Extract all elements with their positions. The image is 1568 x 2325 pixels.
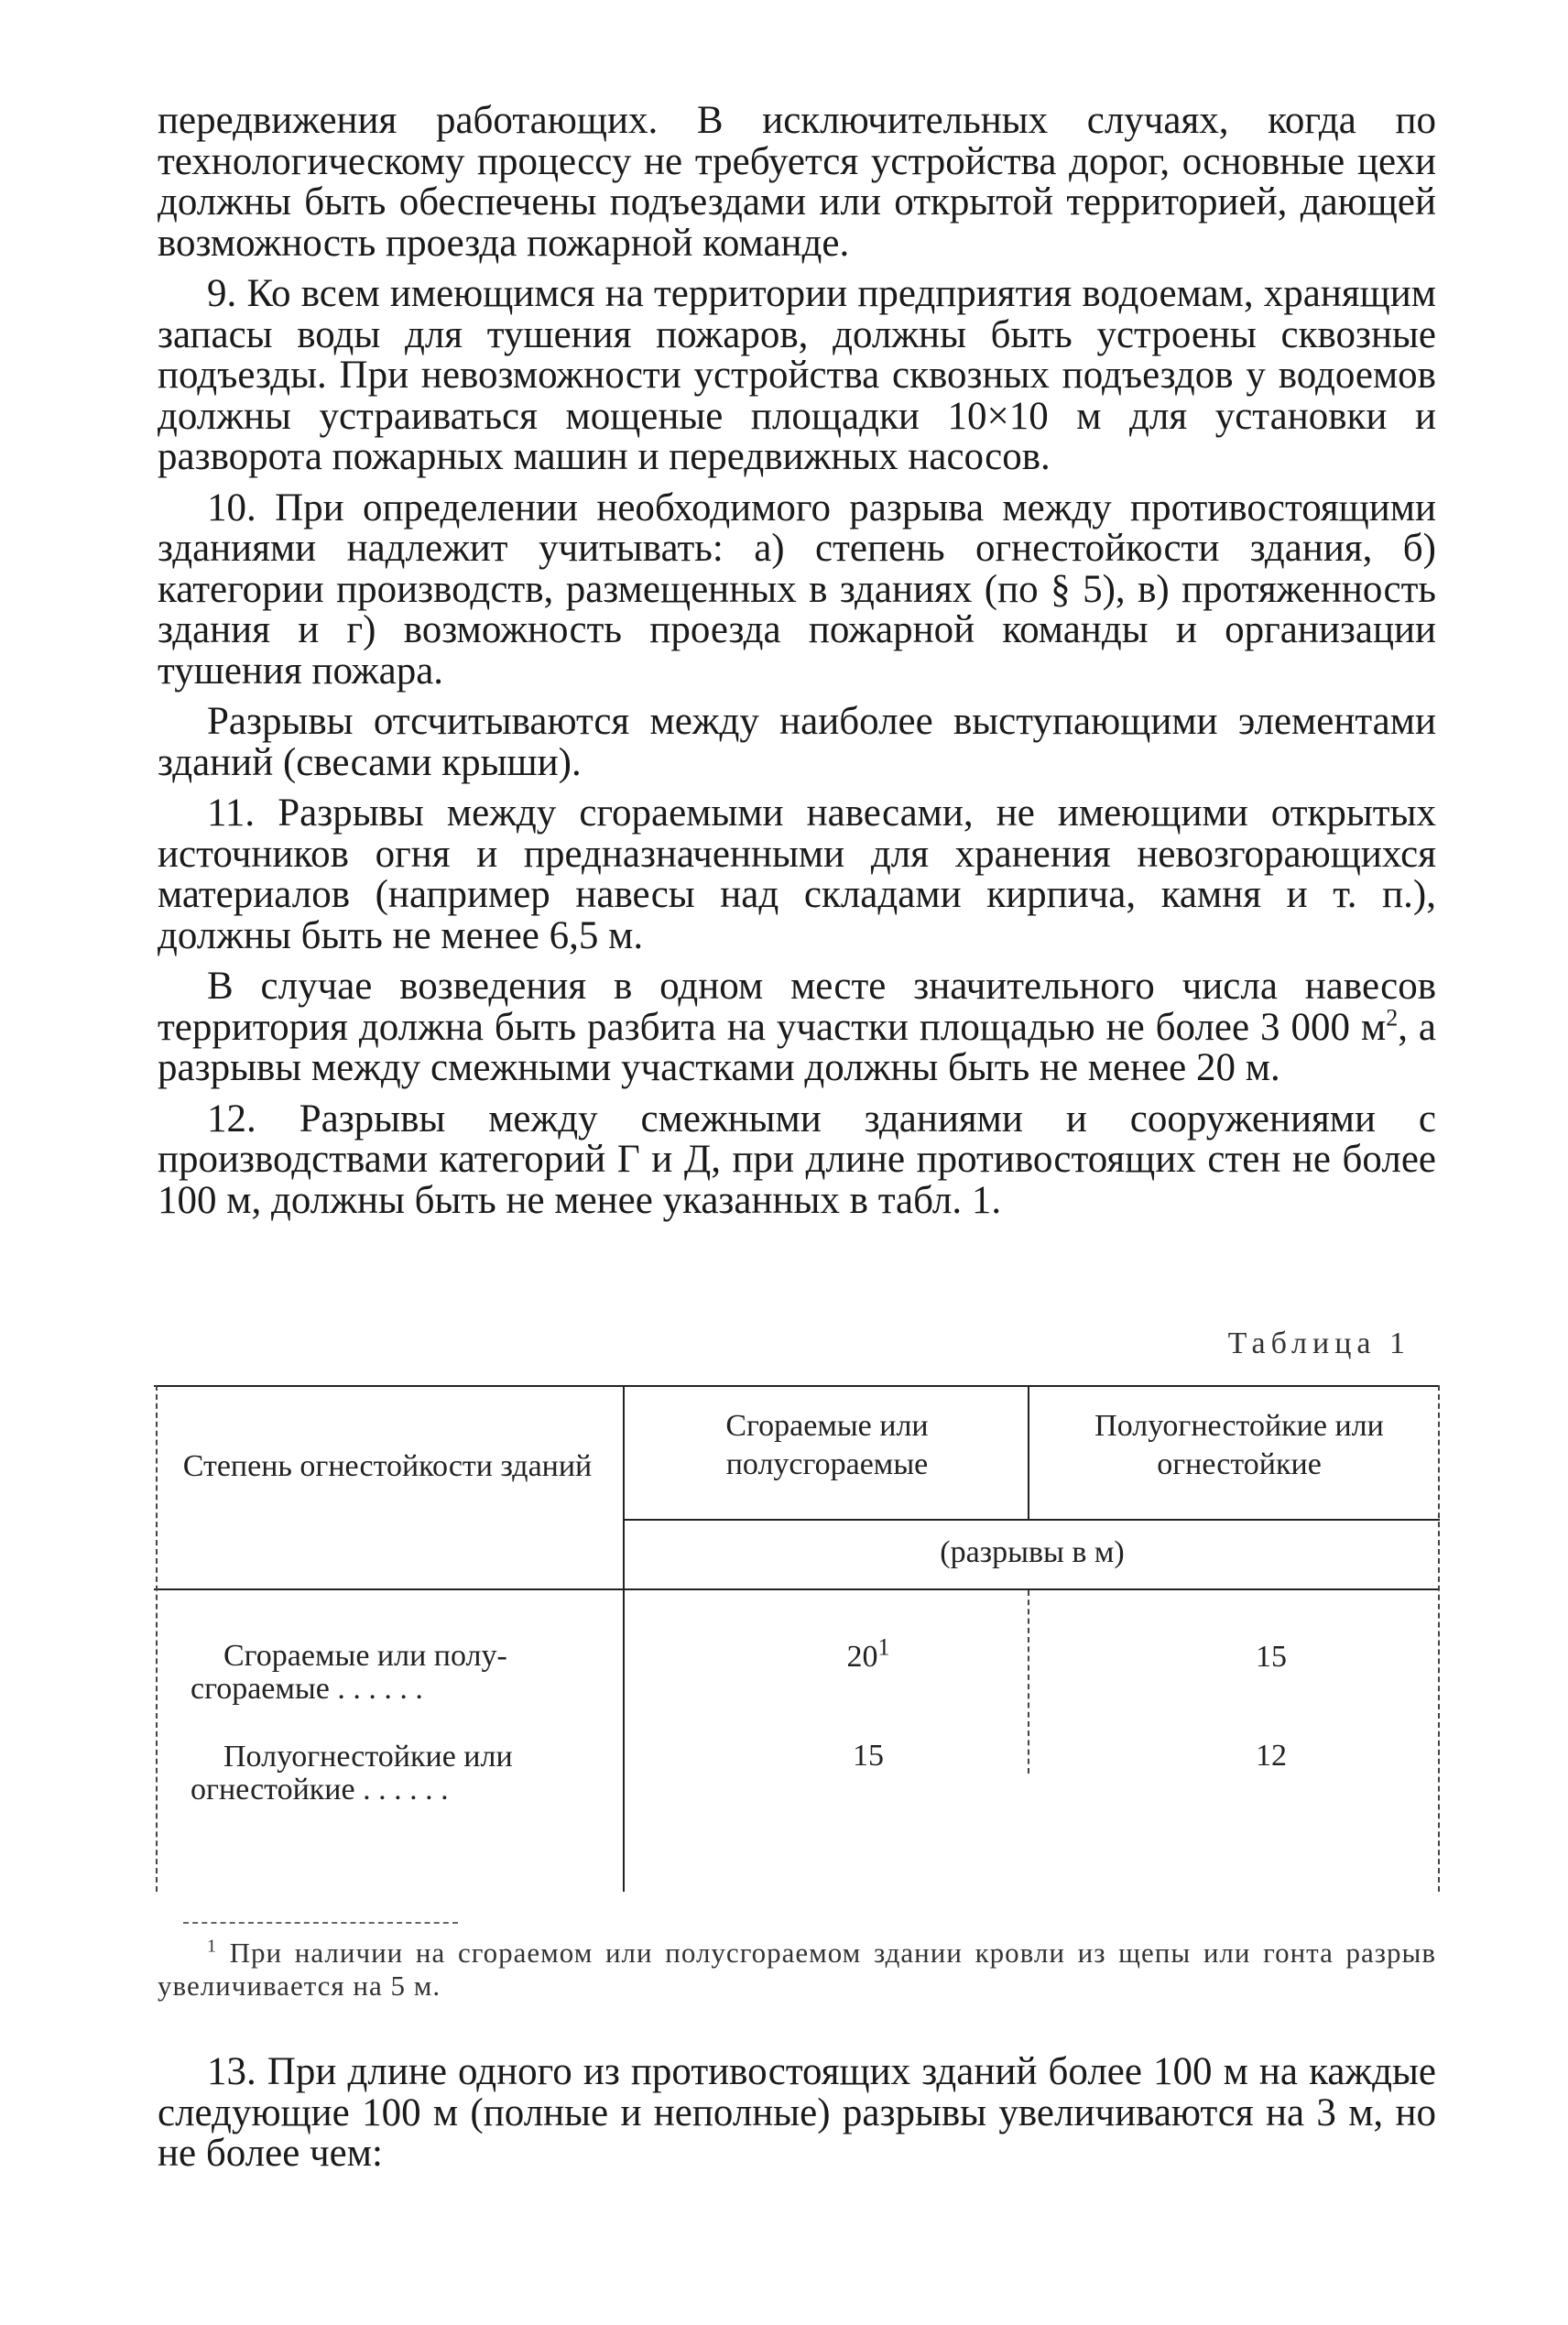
body-text-bottom <box>158 2052 1436 2175</box>
table-left-edge <box>156 1385 158 1892</box>
row-1-label-line-1: Сгораемые или полу- <box>223 1639 507 1673</box>
paragraph-continuation: передвижения работающих. В исключительных случаях, когда по технологическому процессу не требуется устройства дорог, основные цехи должны быть обеспечены подъездами или открытой территорией, дающей возможность проезда пожарной команде. <box>158 99 1436 265</box>
paragraph-13: 13. При длине одного из противостоящих зданий более 100 м на каждые следующие 100 м (полные и неполные) разрывы увеличиваются на 3 м, но не более чем: <box>158 2050 1436 2175</box>
row-1-value-1-number: 20 <box>846 1640 878 1674</box>
row-1-label <box>191 1640 603 1706</box>
header-col-combustible: Сгораемые или полусгораемые <box>725 1409 929 1481</box>
paragraph-10-note: Разрывы отсчитываются между наиболее выступающими элементами зданий (свесами крыши). <box>158 700 1436 784</box>
footnote-ref-marker: 1 <box>877 1633 890 1661</box>
header-row-label: Степень огнестойкости зданий <box>182 1449 593 1483</box>
row-2-value-2: 12 <box>1256 1739 1287 1773</box>
row-1-value-1 <box>813 1633 923 1676</box>
table-caption: Таблица 1 <box>1227 1326 1410 1360</box>
square-superscript: 2 <box>1386 1004 1399 1032</box>
footnote-divider <box>183 1922 458 1924</box>
footnote-text: При наличии на сгораемом или полусгораемом здании кровли из щепы или гонта разрыв увеличивается на 5 м. <box>158 1937 1436 2002</box>
header-col-fire-resistant: Полуогнестойкие или огнестойкие <box>1094 1409 1384 1481</box>
table-body-divider-2 <box>1028 1590 1029 1774</box>
table-1 <box>154 1385 1440 1892</box>
row-2-label-line-2: огнестойкие . . . . . . <box>191 1773 449 1807</box>
row-1-value-2: 15 <box>1256 1640 1287 1674</box>
row-2-value-1: 15 <box>853 1739 884 1773</box>
paragraph-11b-part-b: , а разрывы между смежными участками должны быть не менее 20 м. <box>158 1005 1436 1089</box>
footnote <box>158 1937 1436 2003</box>
paragraph-10: 10. При определении необходимого разрыва между противостоящими зданиями надлежит учитывать: а) степень огнестойкости здания, б) категории производств, размещенных в зданиях (по § 5), в) протяженность здания и г) возможность проезда пожарной команды и организации тушения пожара. <box>158 486 1436 693</box>
row-1-label-line-2: сгораемые . . . . . . <box>191 1672 423 1706</box>
body-text-top <box>158 101 1436 1221</box>
paragraph-11-continuation <box>158 966 1436 1089</box>
table-col-divider-2 <box>1028 1385 1029 1519</box>
paragraph-11: 11. Разрывы между сгораемыми навесами, не имеющими открытых источников огня и предназначенными для хранения невозгорающихся материалов (например навесы над складами кирпича, камня и т. п.), должны быть не менее 6,5 м. <box>158 791 1436 957</box>
table-right-edge <box>1438 1385 1440 1892</box>
footnote-marker: 1 <box>207 1936 217 1957</box>
paragraph-9: 9. Ко всем имеющимся на территории предприятия водоемам, хранящим запасы воды для тушения пожаров, должны быть устроены сквозные подъезды. При невозможности устройства сквозных подъездов у водоемов должны устраиваться мощеные площадки 10×10 м для установки и разворота пожарных машин и передвижных насосов. <box>158 272 1436 478</box>
row-2-label-line-1: Полуогнестойкие или <box>223 1740 513 1774</box>
paragraph-11b-part-a: В случае возведения в одном месте значительного числа навесов территория должна быть разбита на участки площадью не более 3 000 м <box>158 965 1436 1049</box>
table-header-bottom-rule <box>154 1588 1440 1590</box>
table-body-divider-1 <box>623 1590 625 1892</box>
row-2-label <box>191 1741 603 1807</box>
table-subheader-rule <box>625 1519 1440 1521</box>
paragraph-12: 12. Разрывы между смежными зданиями и сооружениями с производствами категорий Г и Д, при длине противостоящих стен не более 100 м, должны быть не менее указанных в табл. 1. <box>158 1097 1436 1222</box>
table-top-rule <box>154 1385 1440 1387</box>
header-unit-row: (разрывы в м) <box>940 1535 1125 1569</box>
